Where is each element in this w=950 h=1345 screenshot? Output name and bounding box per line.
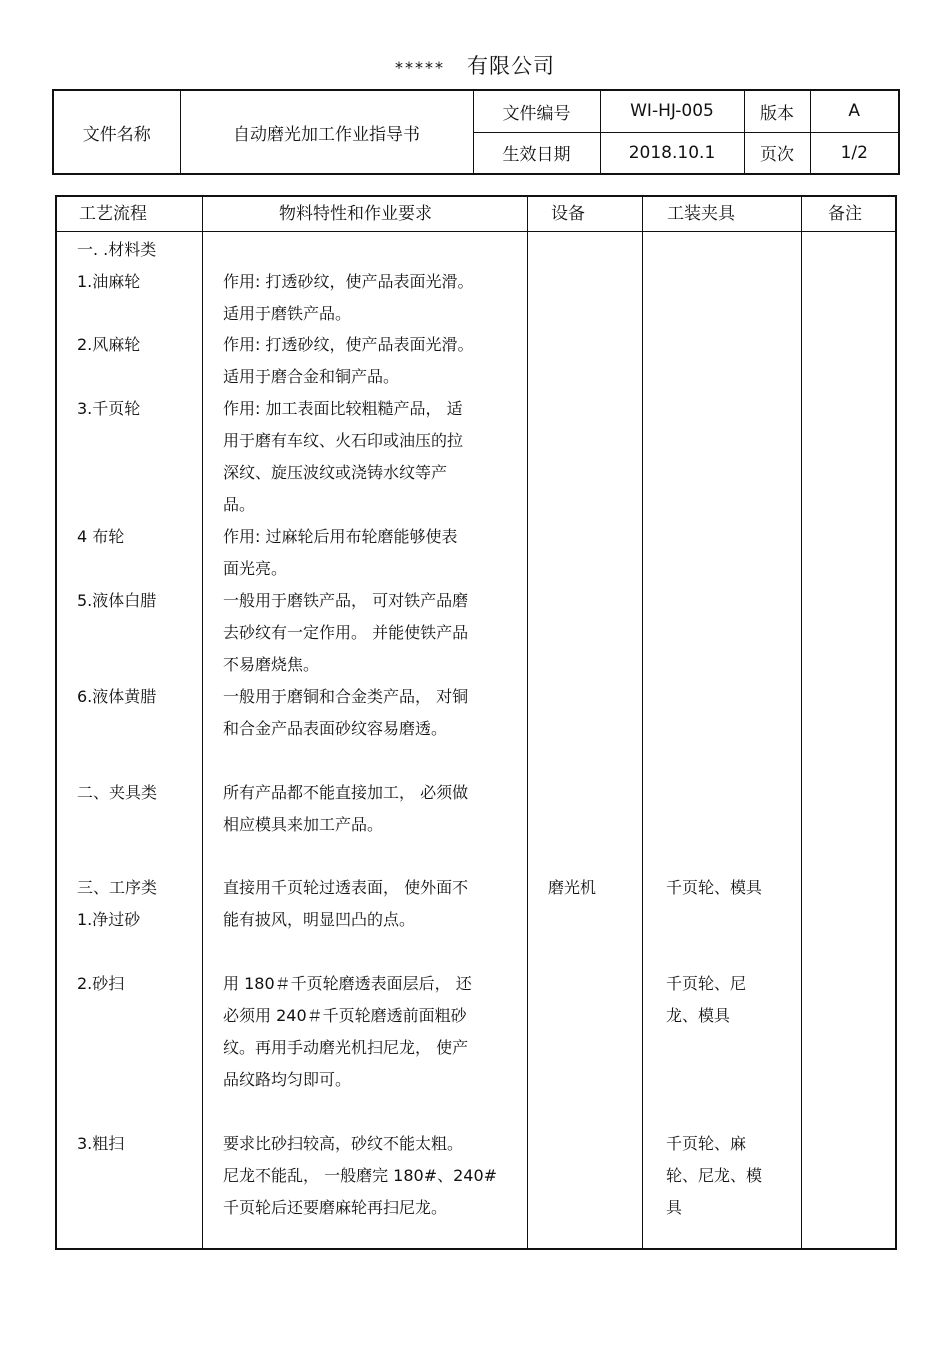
column-divider: [202, 197, 203, 1248]
column-divider: [801, 197, 802, 1248]
doc-no: WI-HJ-005: [600, 90, 744, 132]
cell-process: 6.液体黄腊: [77, 687, 157, 706]
cell-req: 必须用 240＃千页轮磨透前面粗砂: [223, 1006, 467, 1025]
column-divider: [642, 197, 643, 1248]
cell-process: 4 布轮: [77, 527, 125, 546]
cell-process: 2.砂扫: [77, 974, 125, 993]
column-header-remarks: 备注: [828, 204, 862, 224]
doc-name-label: 文件名称: [53, 90, 180, 174]
cell-req: 所有产品都不能直接加工， 必须做: [223, 783, 469, 802]
cell-req: 作用: 加工表面比较粗糙产品， 适: [223, 399, 463, 418]
effective-date: 2018.10.1: [600, 132, 744, 174]
cell-fixture: 龙、模具: [666, 1006, 731, 1025]
header-divider: [57, 231, 895, 232]
company-name-placeholder: *****: [395, 58, 445, 77]
doc-name: 自动磨光加工作业指导书: [180, 90, 473, 174]
cell-req: 相应模具来加工产品。: [223, 815, 384, 834]
cell-fixture: 千页轮、麻: [666, 1134, 747, 1153]
cell-process: 二、夹具类: [77, 783, 158, 802]
cell-equip: 磨光机: [548, 878, 597, 897]
effective-date-label: 生效日期: [473, 132, 600, 174]
cell-process: 三、工序类: [77, 878, 158, 897]
cell-req: 品。: [223, 495, 256, 514]
version: A: [810, 90, 899, 132]
cell-req: 面光亮。: [223, 559, 288, 578]
cell-req: 纹。再用手动磨光机扫尼龙， 使产: [223, 1038, 469, 1057]
cell-fixture: 具: [666, 1198, 683, 1217]
cell-req: 作用: 打透砂纹，使产品表面光滑。: [223, 335, 474, 354]
company-title: [0, 50, 950, 80]
cell-req: 一般用于磨铁产品， 可对铁产品磨: [223, 591, 469, 610]
column-header-process: 工艺流程: [79, 204, 147, 224]
cell-req: 适用于磨合金和铜产品。: [223, 367, 400, 386]
company-name: 有限公司: [467, 54, 555, 78]
cell-process: 5.液体白腊: [77, 591, 157, 610]
cell-req: 直接用千页轮过透表面， 使外面不: [223, 878, 469, 897]
cell-process: 3.千页轮: [77, 399, 141, 418]
cell-process: 1.净过砂: [77, 910, 141, 929]
doc-no-label: 文件编号: [473, 90, 600, 132]
cell-req: 作用: 过麻轮后用布轮磨能够使表: [223, 527, 458, 546]
cell-req: 用 180＃千页轮磨透表面层后， 还: [223, 974, 472, 993]
cell-fixture: 千页轮、模具: [666, 878, 763, 897]
cell-process: 1.油麻轮: [77, 272, 141, 291]
cell-req: 深纹、旋压波纹或浇铸水纹等产: [223, 463, 448, 482]
cell-req: 品纹路均匀即可。: [223, 1070, 352, 1089]
cell-fixture: 轮、尼龙、模: [666, 1166, 763, 1185]
column-header-requirements: 物料特性和作业要求: [279, 204, 432, 224]
column-header-fixture: 工装夹具: [667, 204, 735, 224]
column-header-equipment: 设备: [551, 204, 585, 224]
cell-process: 一. .材料类: [77, 240, 157, 259]
version-label: 版本: [744, 90, 810, 132]
page-number: 1/2: [810, 132, 899, 174]
cell-req: 去砂纹有一定作用。 并能使铁产品: [223, 623, 469, 642]
column-divider: [527, 197, 528, 1248]
page-label: 页次: [744, 132, 810, 174]
cell-req: 千页轮后还要磨麻轮再扫尼龙。: [223, 1198, 448, 1217]
cell-req: 适用于磨铁产品。: [223, 304, 352, 323]
cell-req: 用于磨有车纹、火石印或油压的拉: [223, 431, 464, 450]
cell-fixture: 千页轮、尼: [666, 974, 747, 993]
cell-req: 尼龙不能乱， 一般磨完 180#、240#: [223, 1166, 498, 1185]
cell-req: 作用: 打透砂纹，使产品表面光滑。: [223, 272, 474, 291]
cell-req: 和合金产品表面砂纹容易磨透。: [223, 719, 448, 738]
cell-req: 不易磨烧焦。: [223, 655, 320, 674]
cell-process: 2.风麻轮: [77, 335, 141, 354]
document-header-table: [52, 89, 900, 175]
cell-req: 能有披风，明显凹凸的点。: [223, 910, 416, 929]
cell-req: 要求比砂扫较高，砂纹不能太粗。: [223, 1134, 464, 1153]
process-table: [55, 195, 897, 1250]
cell-req: 一般用于磨铜和合金类产品， 对铜: [223, 687, 469, 706]
cell-process: 3.粗扫: [77, 1134, 125, 1153]
